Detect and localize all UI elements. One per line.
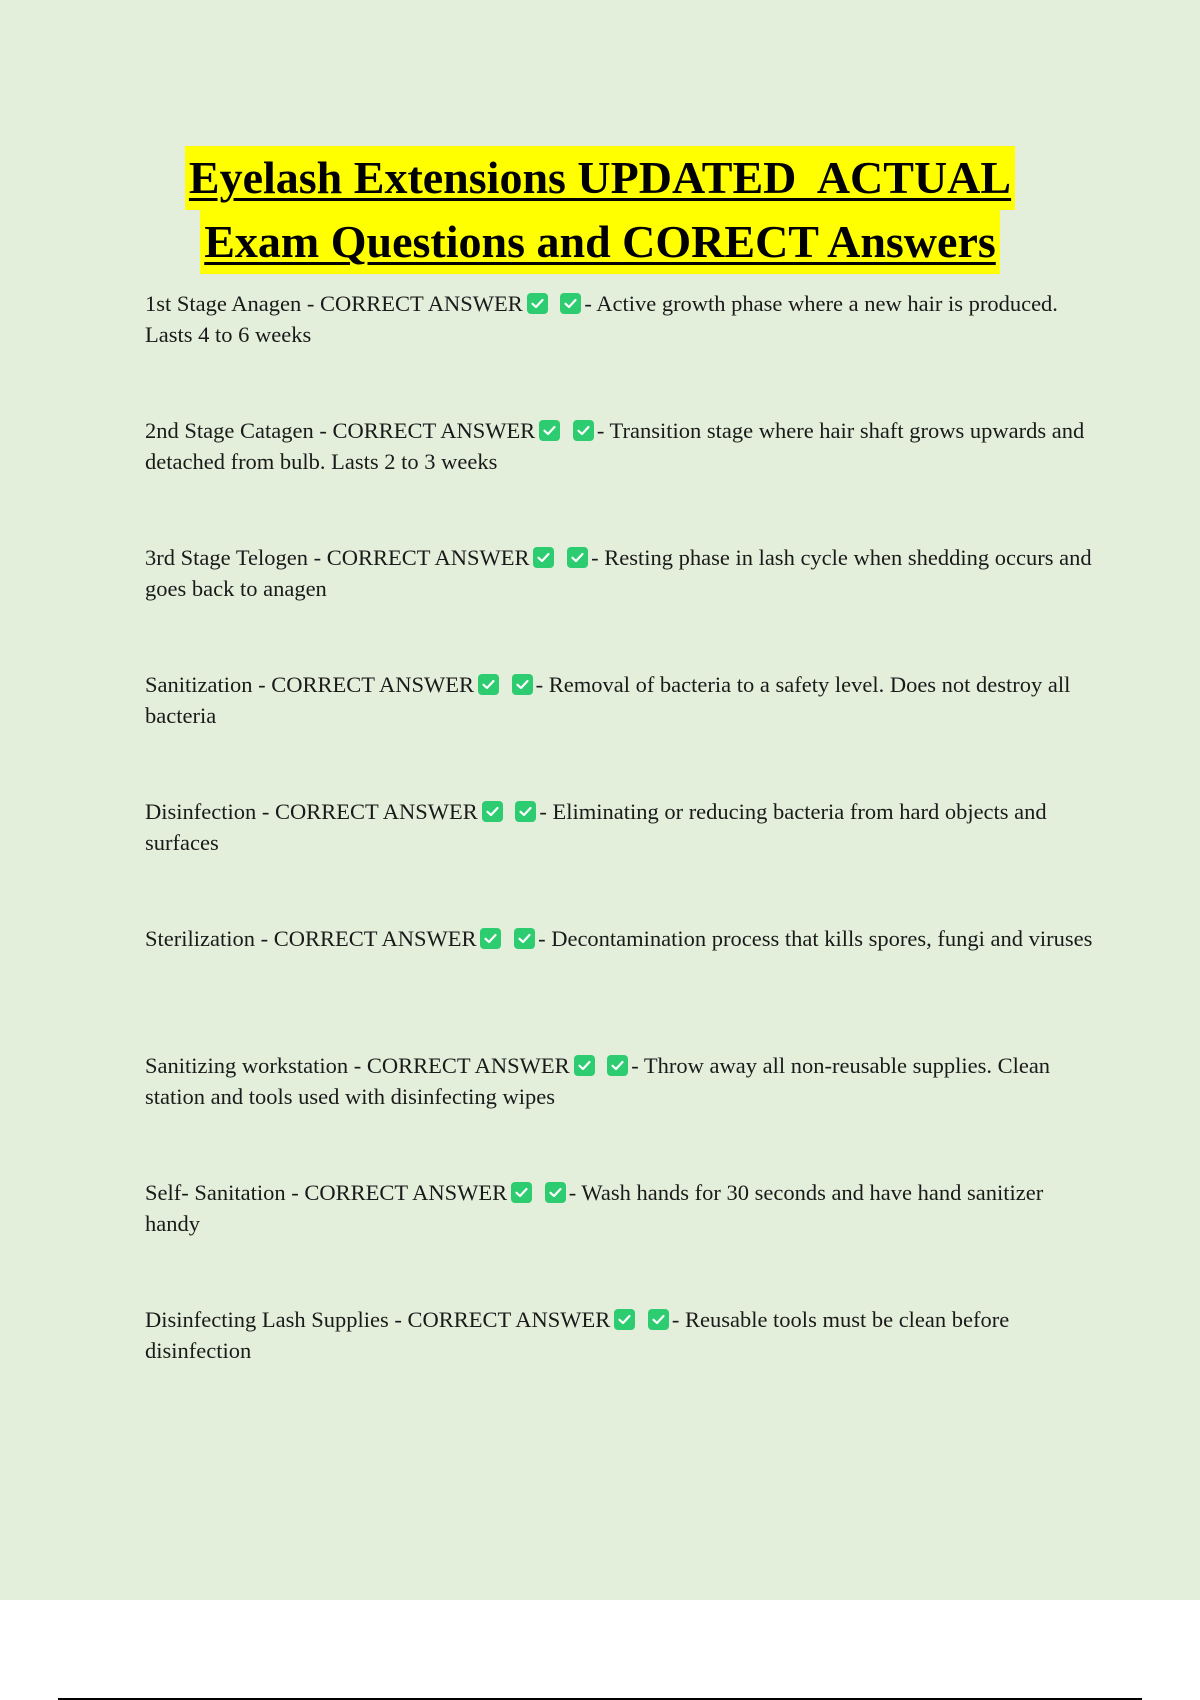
- qa-item: [145, 415, 1095, 542]
- qa-term: Self- Sanitation - CORRECT ANSWER: [145, 1180, 508, 1205]
- qa-item: [145, 1050, 1095, 1177]
- qa-answer: - Eliminating or reducing bacteria from hard objects and surfaces: [145, 799, 1047, 855]
- qa-item: [145, 796, 1095, 923]
- qa-list: [145, 288, 1095, 1431]
- check-mark-icon: [527, 293, 548, 314]
- check-mark-icon: [533, 547, 554, 568]
- qa-item: [145, 542, 1095, 669]
- qa-answer: - Transition stage where hair shaft grows upwards and detached from bulb. Lasts 2 to 3 weeks: [145, 418, 1085, 474]
- qa-term: Sterilization - CORRECT ANSWER: [145, 926, 477, 951]
- check-mark-icon: [511, 1182, 532, 1203]
- qa-item: [145, 669, 1095, 796]
- check-mark-icon: [482, 801, 503, 822]
- check-mark-icon: [545, 1182, 566, 1203]
- qa-term: Disinfection - CORRECT ANSWER: [145, 799, 478, 824]
- check-mark-icon: [480, 928, 501, 949]
- qa-term: Sanitization - CORRECT ANSWER: [145, 672, 474, 697]
- qa-answer: - Removal of bacteria to a safety level. Does not destroy all bacteria: [145, 672, 1071, 728]
- title-line-2: Exam Questions and CORECT Answers: [200, 210, 1000, 274]
- title-line-1: Eyelash Extensions UPDATED ACTUAL: [185, 146, 1015, 210]
- check-mark-icon: [574, 1055, 595, 1076]
- qa-term: Sanitizing workstation - CORRECT ANSWER: [145, 1053, 570, 1078]
- check-mark-icon: [514, 928, 535, 949]
- qa-answer: - Active growth phase where a new hair is produced. Lasts 4 to 6 weeks: [145, 291, 1058, 347]
- document-title: [0, 146, 1200, 274]
- qa-answer: - Wash hands for 30 seconds and have hand sanitizer handy: [145, 1180, 1044, 1236]
- qa-item: [145, 1304, 1095, 1431]
- qa-item: [145, 923, 1095, 1050]
- qa-answer: - Throw away all non-reusable supplies. Clean station and tools used with disinfecting wipes: [145, 1053, 1051, 1109]
- qa-item: [145, 288, 1095, 415]
- qa-term: 3rd Stage Telogen - CORRECT ANSWER: [145, 545, 530, 570]
- check-mark-icon: [515, 801, 536, 822]
- check-mark-icon: [560, 293, 581, 314]
- qa-term: Disinfecting Lash Supplies - CORRECT ANSWER: [145, 1307, 611, 1332]
- check-mark-icon: [512, 674, 533, 695]
- check-mark-icon: [567, 547, 588, 568]
- qa-item: [145, 1177, 1095, 1304]
- qa-term: 1st Stage Anagen - CORRECT ANSWER: [145, 291, 523, 316]
- check-mark-icon: [539, 420, 560, 441]
- qa-answer: - Reusable tools must be clean before disinfection: [145, 1307, 1010, 1363]
- qa-answer: - Decontamination process that kills spores, fungi and viruses: [538, 926, 1093, 951]
- check-mark-icon: [648, 1309, 669, 1330]
- check-mark-icon: [607, 1055, 628, 1076]
- qa-term: 2nd Stage Catagen - CORRECT ANSWER: [145, 418, 536, 443]
- check-mark-icon: [573, 420, 594, 441]
- check-mark-icon: [478, 674, 499, 695]
- qa-answer: - Resting phase in lash cycle when shedding occurs and goes back to anagen: [145, 545, 1092, 601]
- check-mark-icon: [614, 1309, 635, 1330]
